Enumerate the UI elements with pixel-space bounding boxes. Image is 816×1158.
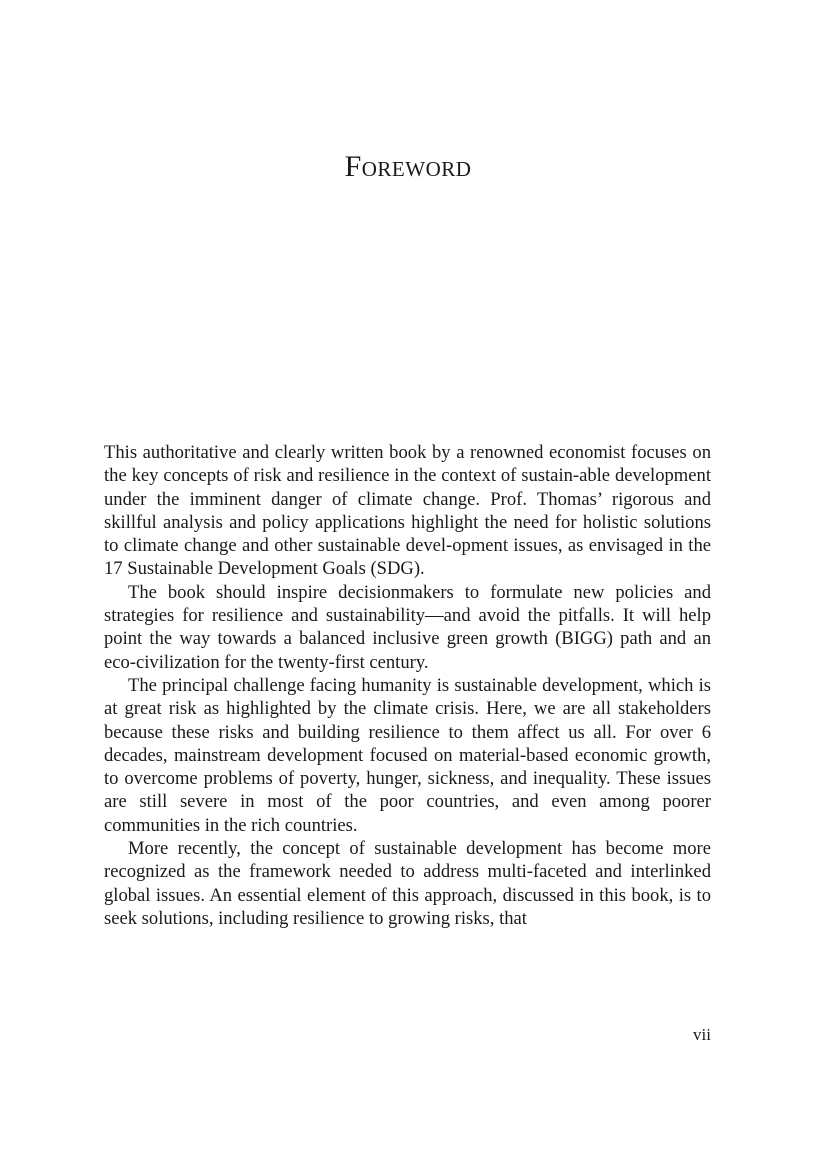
paragraph: The principal challenge facing humanity is sustainable development, which is at great risk as highlighted by the climate crisis. Here, we are all stakeholders because these risks and building resilience to them affect us all. For over 6 decades, mainstream development focused on material-based economic growth, to overcome problems of poverty, hunger, sickness, and inequality. These issues are still severe in most of the poor countries, and even among poorer communities in the rich countries. [104, 674, 711, 836]
paragraph: More recently, the concept of sustainable development has become more recognized as the framework needed to address multi-faceted and interlinked global issues. An essential element of this approach, discussed in this book, is to seek solutions, including resilience to growing risks, that [104, 838, 711, 929]
foreword-body [104, 441, 711, 930]
page-number: vii [693, 1025, 711, 1044]
paragraph: The book should inspire decisionmakers to formulate new policies and strategies for resilience and sustainability—and avoid the pitfalls. It will help point the way towards a balanced inclusive green growth (BIGG) path and an eco-civilization for the twenty-first century. [104, 581, 711, 673]
paragraph: This authoritative and clearly written book by a renowned economist focuses on the key concepts of risk and resilience in the context of sustain-able development under the imminent danger of climate change. Prof. Thomas’ rigorous and skillful analysis and policy applications highlight the need for holistic solutions to climate change and other sustainable devel-opment issues, as envisaged in the 17 Sustainable Development Goals (SDG). [104, 442, 711, 580]
chapter-title: Foreword [344, 150, 472, 183]
